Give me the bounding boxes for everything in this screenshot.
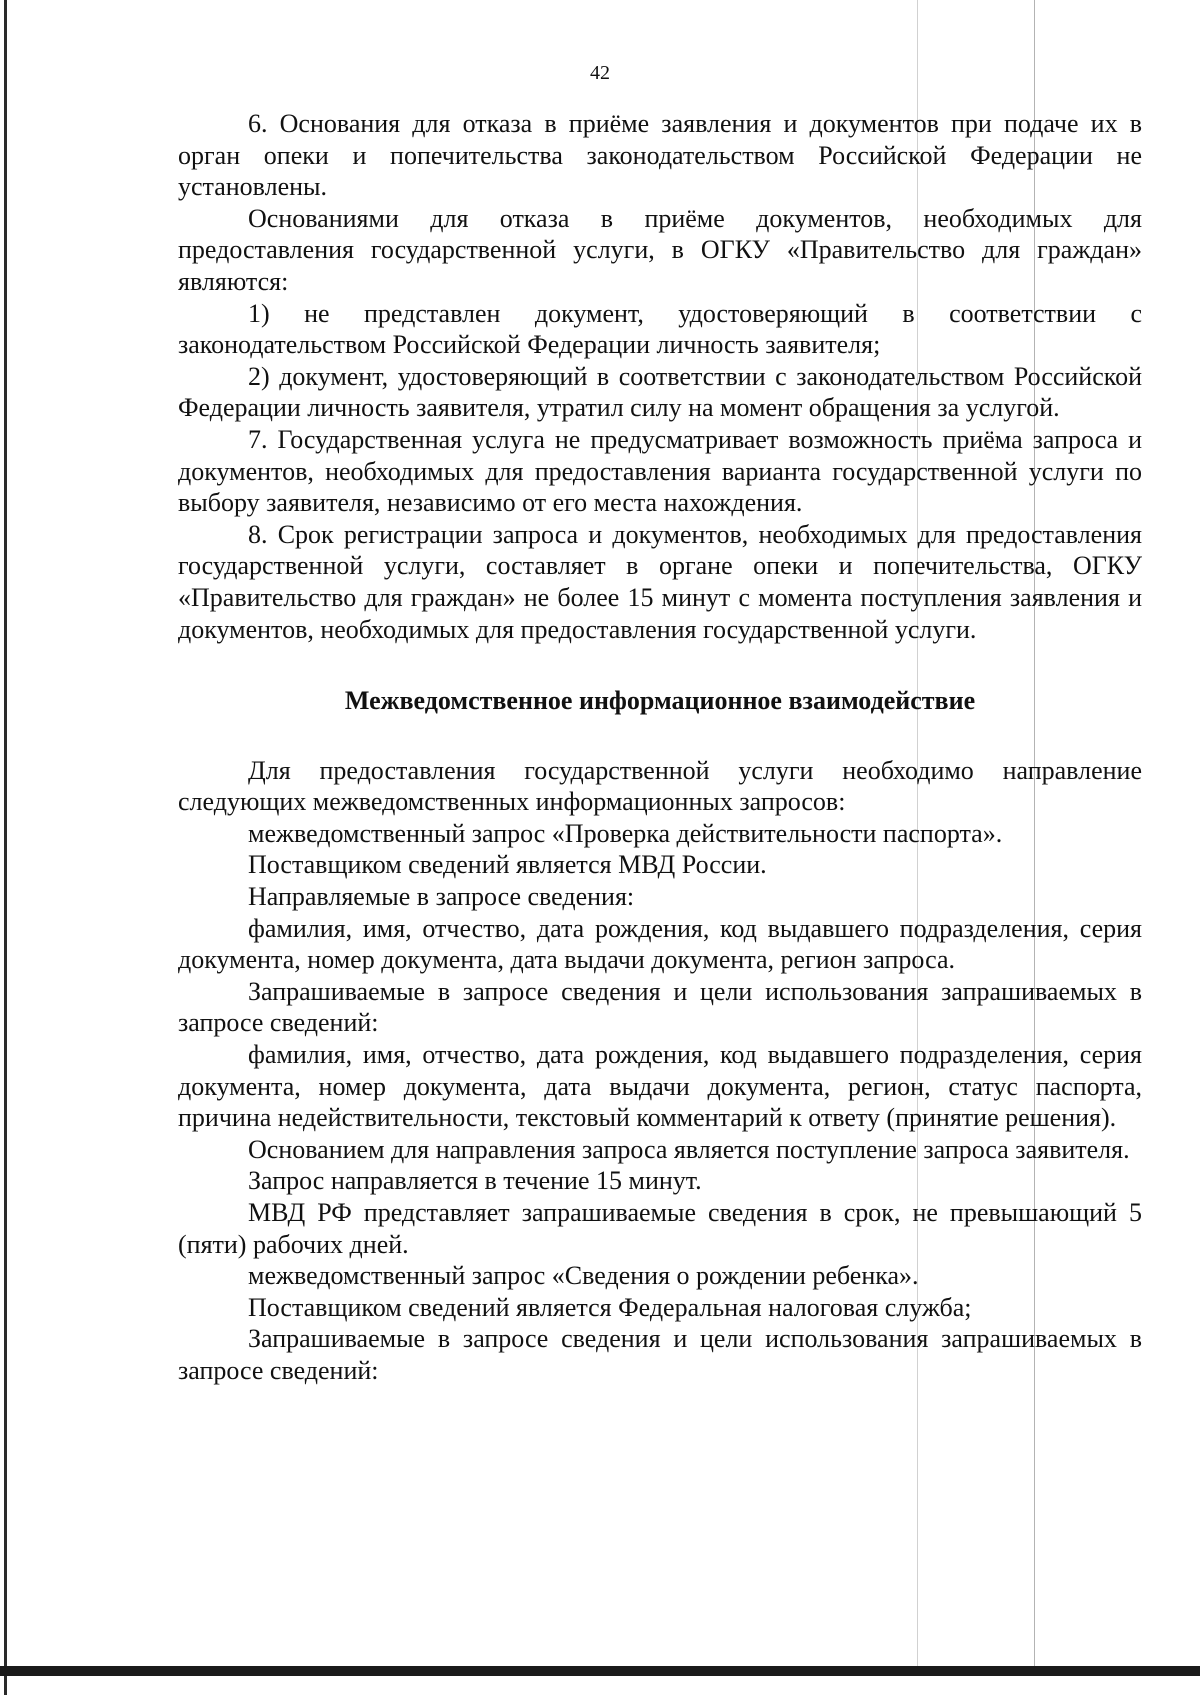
paragraph: фамилия, имя, отчество, дата рождения, код выдавшего подразделения, серия документа, номер документа, дата выдачи документа, регион, статус паспорта, причина недействительности, текстовый комментарий к ответу (принятие решения). bbox=[178, 1040, 1142, 1133]
paragraph: Запрашиваемые в запросе сведения и цели использования запрашиваемых в запросе сведений: bbox=[178, 976, 1142, 1038]
paragraph: Запрос направляется в течение 15 минут. bbox=[248, 1166, 702, 1196]
paragraph: Поставщиком сведений является МВД России. bbox=[248, 850, 767, 880]
scan-edge-bottom bbox=[0, 1666, 1200, 1676]
page-number: 42 bbox=[590, 62, 610, 84]
paragraph: 1) не представлен документ, удостоверяющий в соответствии с законодательством Российской Федерации личность заявителя; bbox=[178, 298, 1142, 360]
paragraph: Запрашиваемые в запросе сведения и цели использования запрашиваемых в запросе сведений: bbox=[178, 1324, 1142, 1385]
scan-edge-left bbox=[4, 0, 7, 1695]
paragraph: 2) документ, удостоверяющий в соответствии с законодательством Российской Федерации личность заявителя, утратил силу на момент обращения за услугой. bbox=[178, 361, 1142, 423]
paragraph: 6. Основания для отказа в приёме заявления и документов при подаче их в орган опеки и попечительства законодательством Российской Федерации не установлены. bbox=[178, 109, 1142, 202]
paragraph: межведомственный запрос «Проверка действительности паспорта». bbox=[248, 818, 1003, 848]
section-heading: Межведомственное информационное взаимодействие bbox=[344, 686, 976, 716]
paragraph: межведомственный запрос «Сведения о рождении ребенка». bbox=[248, 1261, 919, 1291]
paragraph: Для предоставления государственной услуги необходимо направление следующих межведомственных информационных запросов: bbox=[178, 755, 1142, 817]
document-body bbox=[178, 108, 1142, 1387]
paragraph: Основанием для направления запроса является поступление запроса заявителя. bbox=[248, 1134, 1130, 1164]
paragraph: 8. Срок регистрации запроса и документов, необходимых для предоставления государственной услуги, составляет в органе опеки и попечительства, ОГКУ «Правительство для граждан» не более 15 минут с момента поступления заявления и документов, необходимых для предоставления государственной услуги. bbox=[178, 519, 1142, 644]
paragraph: фамилия, имя, отчество, дата рождения, код выдавшего подразделения, серия документа, номер документа, дата выдачи документа, регион запроса. bbox=[178, 913, 1142, 975]
paragraph: Поставщиком сведений является Федеральная налоговая служба; bbox=[248, 1292, 972, 1322]
paragraph: 7. Государственная услуга не предусматривает возможность приёма запроса и документов, необходимых для предоставления варианта государственной услуги по выбору заявителя, независимо от его места нахождения. bbox=[178, 424, 1142, 518]
paragraph: Основаниями для отказа в приёме документов, необходимых для предоставления государственной услуги, в ОГКУ «Правительство для граждан» являются: bbox=[178, 203, 1142, 296]
paragraph: МВД РФ представляет запрашиваемые сведения в срок, не превышающий 5 (пяти) рабочих дней. bbox=[178, 1198, 1142, 1259]
paragraph: Направляемые в запросе сведения: bbox=[248, 882, 635, 912]
